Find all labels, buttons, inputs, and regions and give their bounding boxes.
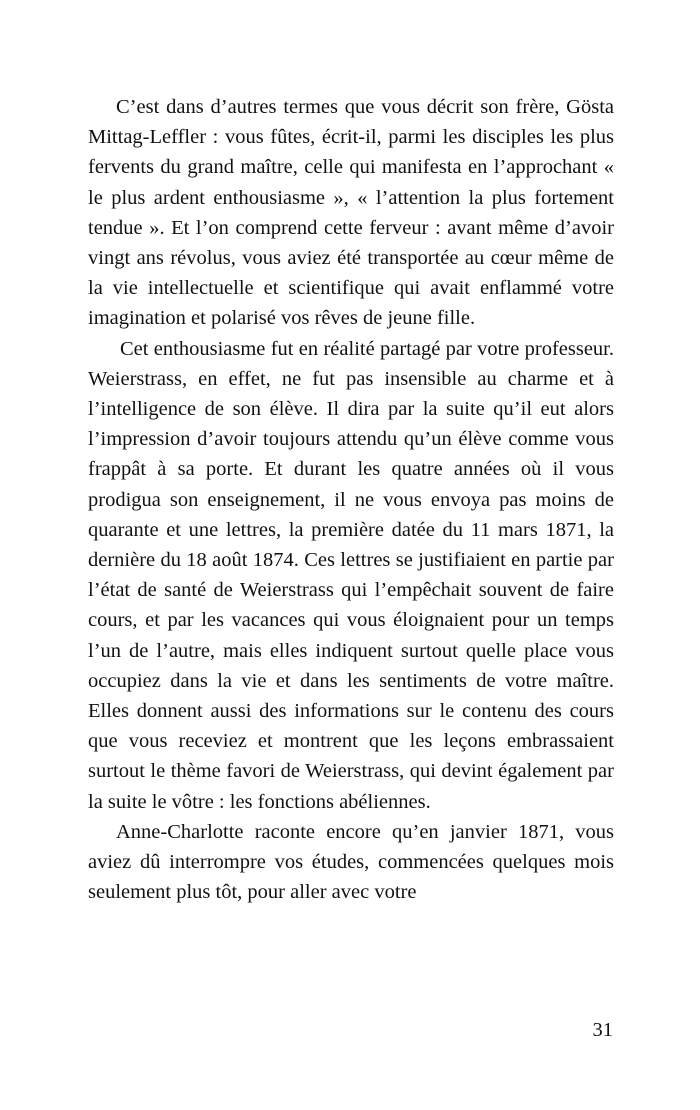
page-number: 31 (592, 1019, 613, 1041)
paragraph-2: Cet enthousiasme fut en réalité partagé par votre professeur. Weierstrass, en effet, ne fut pas insensible au charme et à l’intelligence de son élève. Il dira par la suite qu’il eut alors l’impression d’avoir toujours attendu qu’un élève comme vous frappât à sa porte. Et durant les quatre années où il vous prodigua son enseignement, il ne vous envoya pas moins de quarante et une lettres, la première datée du 11 mars 1871, la dernière du 18 août 1874. Ces lettres se justifiaient en partie par l’état de santé de Weierstrass qui l’empêchait souvent de faire cours, et par les vacances qui vous éloignaient pour un temps l’un de l’autre, mais elles indiquent surtout quelle place vous occupiez dans la vie et dans les sentiments de votre maître. Elles donnent aussi des informations sur le contenu des cours que vous receviez et montrent que les leçons embrassaient surtout le thème favori de Weierstrass, qui devint également par la suite le vôtre : les fonctions abéliennes. (88, 337, 614, 813)
paragraph-3: Anne-Charlotte raconte encore qu’en janvier 1871, vous aviez dû interrompre vos études, commencées quelques mois seulement plus tôt, pour aller avec votre (88, 820, 614, 904)
body-text (88, 92, 614, 907)
paragraph-1: C’est dans d’autres termes que vous décrit son frère, Gösta Mittag-Leffler : vous fûtes, écrit-il, parmi les disciples les plus fervents du grand maître, celle qui manifesta en l’approchant « le plus ardent enthousiasme », « l’attention la plus fortement tendue ». Et l’on comprend cette ferveur : avant même d’avoir vingt ans révolus, vous aviez été transportée au cœur même de la vie intellectuelle et scientifique qui avait enflammé votre imagination et polarisé vos rêves de jeune fille. (88, 96, 614, 330)
